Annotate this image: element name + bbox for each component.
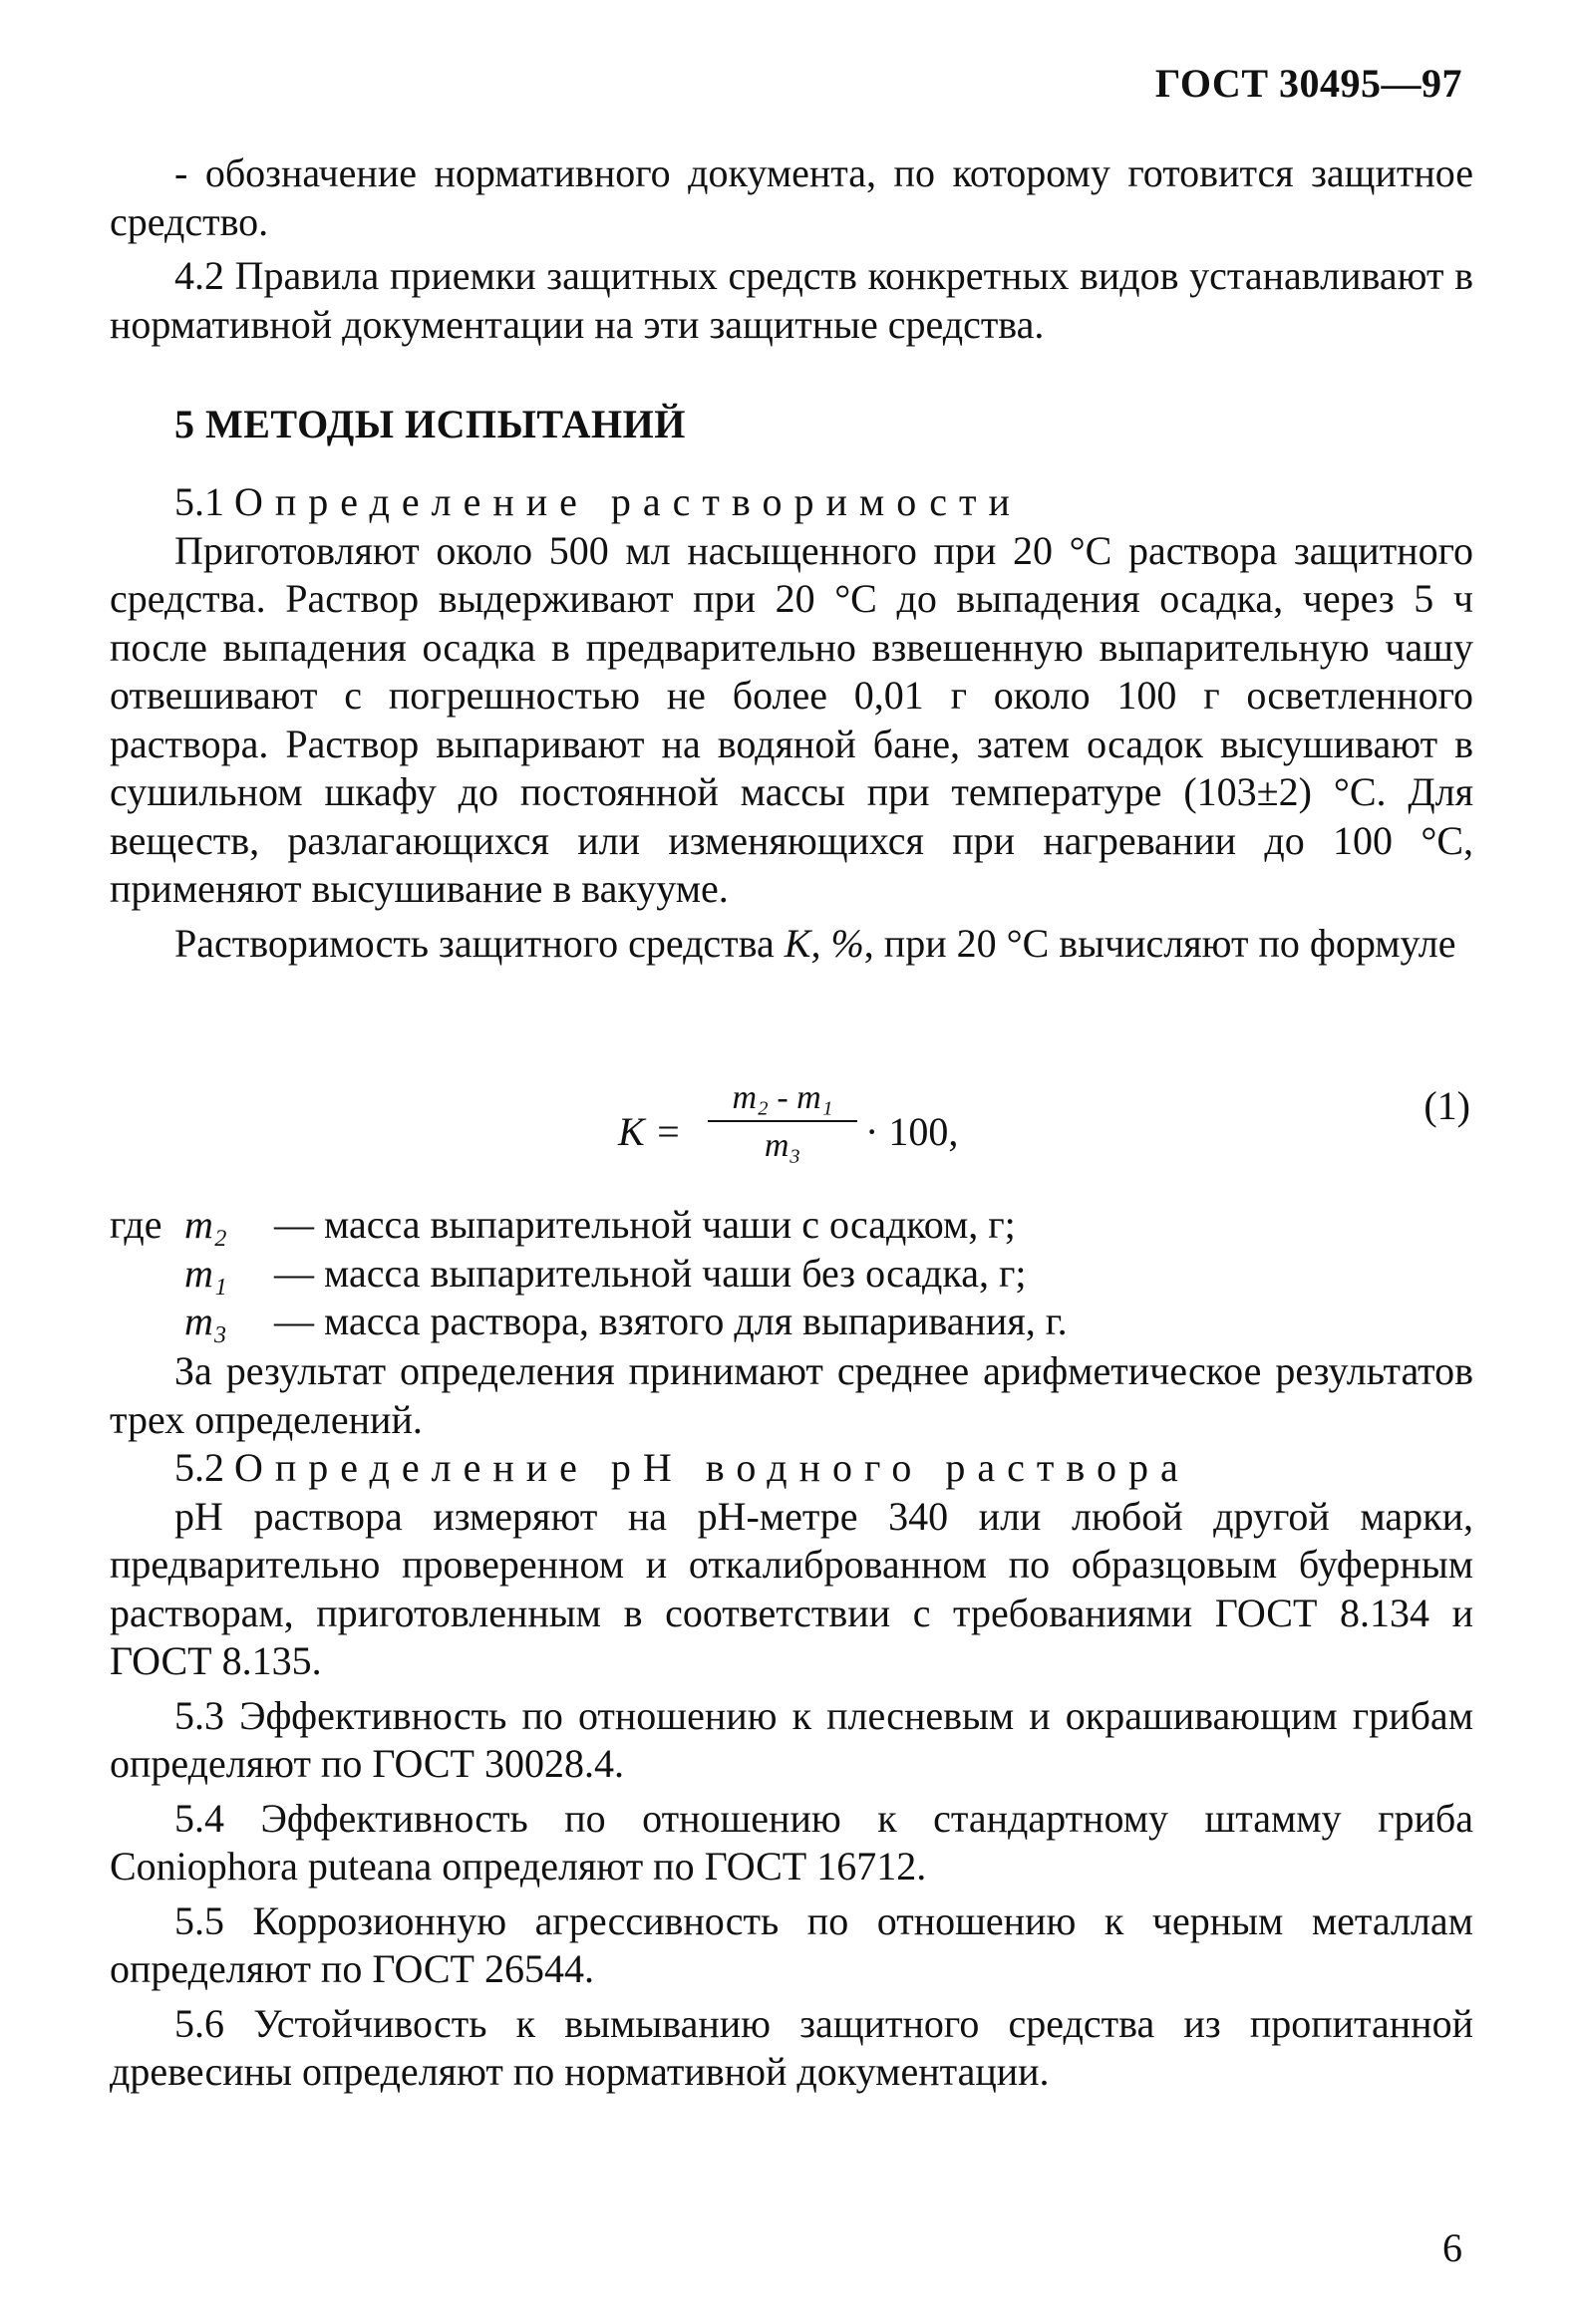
clause-4-2-paragraph: 4.2 Правила приемки защитных средств конкретных видов устанавливают в нормативной документации на эти защитные средства. <box>110 253 1473 347</box>
clause-5-1-heading-text: Определение растворимости <box>234 479 1022 524</box>
where-lead: где <box>110 1202 162 1247</box>
formula-number: (1) <box>1423 1083 1470 1128</box>
para-2-after: , при 20 °С вычисляют по формуле <box>863 920 1456 966</box>
clause-5-2-number: 5.2 <box>174 1445 224 1490</box>
clause-5-1-paragraph-1: Приготовляют около 500 мл насыщенного при 20 °С раствора защитного средства. Раствор выдерживают при 20 °С до выпадения осадка, через 5 ч после выпадения осадка в предварительно взвешенную выпарительную чашу отвешивают с погрешностью не более 0,01 г около 100 г осветленного раствора. Раствор выпаривают на водяной бане, затем осадок высушивают в сушильном шкафу до постоянной массы при температуре (103±2) °С. Для веществ, разлагающихся или изменяющихся при нагревании до 100 °С, применяют высушивание в вакууме. <box>110 527 1473 911</box>
remaining-clauses-block <box>110 1347 1473 2097</box>
section-5-title: 5 МЕТОДЫ ИСПЫТАНИЙ <box>174 402 686 446</box>
page-number: 6 <box>1442 2225 1462 2270</box>
clause-5-1-block <box>110 478 1473 968</box>
where-symbol: m₁ <box>184 1250 227 1296</box>
solubility-formula <box>618 1078 997 1188</box>
clause-5-1-paragraph-2 <box>110 920 1473 969</box>
fraction-bar <box>708 1120 857 1122</box>
clause-5-4-paragraph: 5.4 Эффективность по отношению к стандартному штамму гриба Coniophora puteana определяют по ГОСТ 16712. <box>110 1795 1473 1888</box>
where-symbol: m₃ <box>184 1299 227 1343</box>
clause-5-6-paragraph: 5.6 Устойчивость к вымыванию защитного средства из пропитанной древесины определяют по нормативной документации. <box>110 2000 1473 2094</box>
document-code-header: ГОСТ 30495—97 <box>1154 61 1462 106</box>
formula-fraction <box>708 1078 857 1166</box>
para-2-variable: K, % <box>784 920 864 966</box>
intro-block <box>110 149 1473 349</box>
formula-numerator: m₂ - m₁ <box>732 1079 833 1116</box>
bullet-paragraph: - обозначение нормативного документа, по которому готовится защитное средство. <box>110 150 1473 244</box>
where-description: — масса выпарительной чаши с осадком, г; <box>274 1202 1016 1247</box>
clause-5-5-paragraph: 5.5 Коррозионную агрессивность по отношению к черным металлам определяют по ГОСТ 26544. <box>110 1897 1473 1991</box>
formula-denominator: m₃ <box>764 1127 801 1164</box>
clause-5-2-heading-text: Определение pH водного раствора <box>234 1445 1190 1490</box>
clause-5-1-heading <box>110 478 1473 527</box>
para-2-before: Растворимость защитного средства <box>174 920 785 966</box>
where-description: — масса раствора, взятого для выпаривания, г. <box>274 1299 1068 1343</box>
formula-lhs: K = <box>618 1109 682 1154</box>
where-description: — масса выпарительной чаши без осадка, г; <box>274 1250 1027 1296</box>
where-symbol: m₂ <box>184 1202 227 1247</box>
result-paragraph: За результат определения принимают среднее арифметическое результатов трех определений. <box>110 1348 1473 1442</box>
clause-5-2-paragraph: pH раствора измеряют на pH-метре 340 или любой другой марки, предварительно проверенном и откалиброванном по образцовым буферным растворам, приготовленным в соответствии с требованиями ГОСТ 8.134 и ГОСТ 8.135. <box>110 1493 1473 1683</box>
clause-5-3-paragraph: 5.3 Эффективность по отношению к плесневым и окрашивающим грибам определяют по ГОСТ 30028.4. <box>110 1692 1473 1786</box>
clause-5-2-heading <box>110 1444 1473 1493</box>
formula-multiplier: · 100, <box>865 1109 959 1154</box>
clause-5-1-number: 5.1 <box>174 479 224 524</box>
